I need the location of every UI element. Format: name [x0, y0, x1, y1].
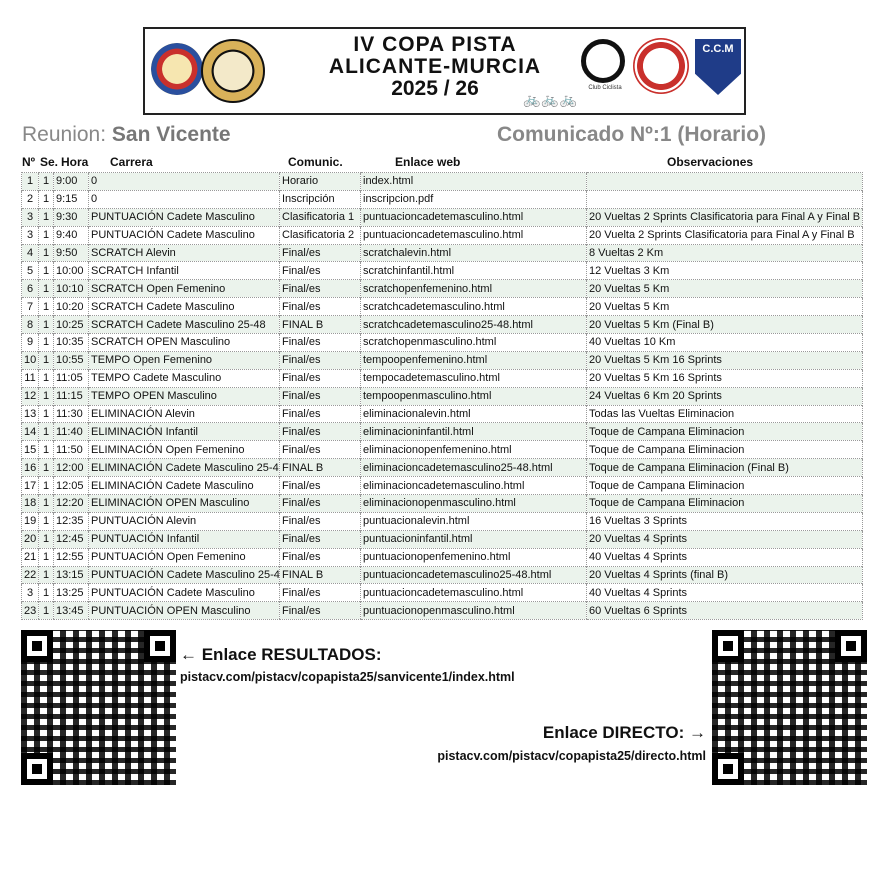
table-row [22, 459, 863, 477]
row-comunicado: Final/es [280, 351, 361, 369]
row-link[interactable]: eliminacioncadetemasculino25-48.html [361, 459, 587, 477]
row-session: 1 [39, 280, 54, 298]
table-row [22, 226, 863, 244]
header-banner [143, 27, 746, 115]
row-link[interactable]: puntuacionalevin.html [361, 512, 587, 530]
row-observaciones [587, 173, 863, 191]
row-link[interactable]: scratchcadetemasculino25-48.html [361, 316, 587, 334]
row-link[interactable]: scratchopenmasculino.html [361, 334, 587, 352]
row-session: 1 [39, 548, 54, 566]
row-session: 1 [39, 351, 54, 369]
club-seal-logo [201, 39, 265, 103]
title-line-1: IV COPA PISTA [353, 33, 517, 56]
row-race: SCRATCH Open Femenino [89, 280, 280, 298]
row-race: SCRATCH Infantil [89, 262, 280, 280]
row-number: 16 [22, 459, 39, 477]
table-row [22, 208, 863, 226]
row-number: 13 [22, 405, 39, 423]
row-number: 12 [22, 387, 39, 405]
row-comunicado: Final/es [280, 477, 361, 495]
row-observaciones: 20 Vueltas 5 Km 16 Sprints [587, 369, 863, 387]
row-number: 2 [22, 190, 39, 208]
row-observaciones: Toque de Campana Eliminacion [587, 441, 863, 459]
row-observaciones: 20 Vueltas 5 Km [587, 280, 863, 298]
row-race: PUNTUACIÓN Open Femenino [89, 548, 280, 566]
row-link[interactable]: tempoopenfemenino.html [361, 351, 587, 369]
row-race: TEMPO Cadete Masculino [89, 369, 280, 387]
row-session: 1 [39, 441, 54, 459]
row-time: 11:30 [54, 405, 89, 423]
row-race: 0 [89, 173, 280, 191]
table-row [22, 423, 863, 441]
row-session: 1 [39, 208, 54, 226]
row-observaciones: 20 Vueltas 5 Km 16 Sprints [587, 351, 863, 369]
row-comunicado: Inscripción [280, 190, 361, 208]
col-header-se: Se. [40, 155, 59, 169]
row-session: 1 [39, 495, 54, 513]
table-row [22, 530, 863, 548]
row-time: 9:50 [54, 244, 89, 262]
row-session: 1 [39, 190, 54, 208]
row-observaciones: 20 Vueltas 4 Sprints [587, 530, 863, 548]
row-race: SCRATCH Alevin [89, 244, 280, 262]
row-race: TEMPO Open Femenino [89, 351, 280, 369]
row-comunicado: Clasificatoria 1 [280, 208, 361, 226]
row-number: 5 [22, 262, 39, 280]
table-row [22, 405, 863, 423]
row-number: 3 [22, 208, 39, 226]
row-race: PUNTUACIÓN Cadete Masculino [89, 584, 280, 602]
row-number: 21 [22, 548, 39, 566]
row-time: 13:25 [54, 584, 89, 602]
row-observaciones: 8 Vueltas 2 Km [587, 244, 863, 262]
row-link[interactable]: puntuacioncadetemasculino.html [361, 208, 587, 226]
col-header-obs: Observaciones [667, 155, 754, 169]
table-row [22, 173, 863, 191]
row-comunicado: Final/es [280, 334, 361, 352]
row-observaciones: 60 Vueltas 6 Sprints [587, 602, 863, 620]
row-session: 1 [39, 477, 54, 495]
row-observaciones: Toque de Campana Eliminacion [587, 477, 863, 495]
row-link[interactable]: scratchinfantil.html [361, 262, 587, 280]
row-link[interactable]: inscripcion.pdf [361, 190, 587, 208]
reunion-heading [22, 123, 231, 147]
table-row [22, 495, 863, 513]
table-row [22, 602, 863, 620]
row-link[interactable]: puntuacionopenfemenino.html [361, 548, 587, 566]
qr-finder [835, 630, 867, 662]
row-time: 10:10 [54, 280, 89, 298]
row-race: SCRATCH OPEN Masculino [89, 334, 280, 352]
resultados-label: ← Enlace RESULTADOS: [180, 645, 382, 664]
row-session: 1 [39, 369, 54, 387]
table-row [22, 477, 863, 495]
row-link[interactable]: scratchcadetemasculino.html [361, 298, 587, 316]
row-race: ELIMINACIÓN Infantil [89, 423, 280, 441]
table-row [22, 441, 863, 459]
row-observaciones: Toque de Campana Eliminacion (Final B) [587, 459, 863, 477]
table-row [22, 566, 863, 584]
row-link[interactable]: eliminacioncadetemasculino.html [361, 477, 587, 495]
qr-finder [21, 630, 53, 662]
federation-logo [151, 43, 203, 95]
bicycles-icon: 🚲🚲🚲 [523, 91, 579, 107]
row-number: 20 [22, 530, 39, 548]
row-session: 1 [39, 405, 54, 423]
row-comunicado: Final/es [280, 387, 361, 405]
row-time: 12:00 [54, 459, 89, 477]
table-row [22, 280, 863, 298]
row-link[interactable]: puntuacioncadetemasculino25-48.html [361, 566, 587, 584]
row-time: 10:25 [54, 316, 89, 334]
row-comunicado: FINAL B [280, 316, 361, 334]
club-bicycle-logo [633, 38, 689, 94]
row-session: 1 [39, 602, 54, 620]
row-observaciones: 20 Vueltas 5 Km [587, 298, 863, 316]
reunion-value: San Vicente [111, 123, 231, 146]
row-observaciones [587, 190, 863, 208]
row-session: 1 [39, 423, 54, 441]
row-observaciones: 40 Vueltas 10 Km [587, 334, 863, 352]
row-comunicado: Horario [280, 173, 361, 191]
row-observaciones: 40 Vueltas 4 Sprints [587, 584, 863, 602]
table-row [22, 512, 863, 530]
row-time: 12:45 [54, 530, 89, 548]
directo-link[interactable]: pistacv.com/pistacv/copapista25/directo.html [437, 749, 706, 763]
row-link[interactable]: scratchopenfemenino.html [361, 280, 587, 298]
row-number: 17 [22, 477, 39, 495]
row-time: 12:05 [54, 477, 89, 495]
row-comunicado: Final/es [280, 441, 361, 459]
row-race: TEMPO OPEN Masculino [89, 387, 280, 405]
row-comunicado: Final/es [280, 602, 361, 620]
row-observaciones: 20 Vueltas 2 Sprints Clasificatoria para Final A y Final B [587, 208, 863, 226]
title-line-3: 2025 / 26 [391, 77, 479, 100]
resultados-link[interactable]: pistacv.com/pistacv/copapista25/sanvicente1/index.html [180, 670, 515, 684]
row-time: 9:15 [54, 190, 89, 208]
qr-finder [144, 630, 176, 662]
col-header-hora: Hora [61, 155, 89, 169]
row-number: 15 [22, 441, 39, 459]
row-time: 10:00 [54, 262, 89, 280]
row-observaciones: Toque de Campana Eliminacion [587, 423, 863, 441]
ccm-logo-text: C.C.M [702, 43, 734, 55]
row-comunicado: FINAL B [280, 459, 361, 477]
row-observaciones: 40 Vueltas 4 Sprints [587, 548, 863, 566]
row-observaciones: 20 Vueltas 5 Km (Final B) [587, 316, 863, 334]
club-ciclista-logo [581, 39, 625, 83]
row-time: 11:15 [54, 387, 89, 405]
row-comunicado: Final/es [280, 423, 361, 441]
table-row [22, 190, 863, 208]
comunicado-heading: Comunicado Nº:1 (Horario) [497, 123, 767, 146]
qr-finder [21, 753, 53, 785]
row-observaciones: 20 Vuelta 2 Sprints Clasificatoria para Final A y Final B [587, 226, 863, 244]
row-link[interactable]: puntuacioninfantil.html [361, 530, 587, 548]
row-number: 7 [22, 298, 39, 316]
row-race: SCRATCH Cadete Masculino [89, 298, 280, 316]
row-race: PUNTUACIÓN Alevin [89, 512, 280, 530]
row-race: PUNTUACIÓN Cadete Masculino [89, 208, 280, 226]
row-link[interactable]: index.html [361, 173, 587, 191]
row-time: 12:55 [54, 548, 89, 566]
row-race: PUNTUACIÓN Cadete Masculino [89, 226, 280, 244]
title-line-2: ALICANTE-MURCIA [328, 55, 542, 78]
row-comunicado: Final/es [280, 369, 361, 387]
row-race: PUNTUACIÓN Infantil [89, 530, 280, 548]
row-comunicado: Final/es [280, 548, 361, 566]
table-row [22, 351, 863, 369]
row-number: 1 [22, 173, 39, 191]
table-row [22, 316, 863, 334]
row-link[interactable]: tempocadetemasculino.html [361, 369, 587, 387]
row-observaciones: 20 Vueltas 4 Sprints (final B) [587, 566, 863, 584]
row-number: 23 [22, 602, 39, 620]
table-row [22, 387, 863, 405]
club-ciclista-text: Club Ciclista [588, 85, 622, 91]
row-time: 13:15 [54, 566, 89, 584]
qr-code-resultados[interactable] [21, 630, 176, 785]
row-race: ELIMINACIÓN Alevin [89, 405, 280, 423]
row-time: 9:00 [54, 173, 89, 191]
row-number: 8 [22, 316, 39, 334]
row-time: 12:20 [54, 495, 89, 513]
row-session: 1 [39, 334, 54, 352]
row-link[interactable]: puntuacionopenmasculino.html [361, 602, 587, 620]
row-observaciones: Toque de Campana Eliminacion [587, 495, 863, 513]
row-comunicado: Final/es [280, 280, 361, 298]
row-race: 0 [89, 190, 280, 208]
row-session: 1 [39, 387, 54, 405]
row-time: 9:30 [54, 208, 89, 226]
row-observaciones: 16 Vueltas 3 Sprints [587, 512, 863, 530]
row-link[interactable]: eliminacioninfantil.html [361, 423, 587, 441]
row-number: 3 [22, 584, 39, 602]
row-number: 4 [22, 244, 39, 262]
row-race: PUNTUACIÓN Cadete Masculino 25-4 [89, 566, 280, 584]
row-race: PUNTUACIÓN OPEN Masculino [89, 602, 280, 620]
row-link[interactable]: eliminacionopenfemenino.html [361, 441, 587, 459]
row-session: 1 [39, 262, 54, 280]
row-time: 10:20 [54, 298, 89, 316]
row-number: 10 [22, 351, 39, 369]
row-session: 1 [39, 530, 54, 548]
row-link[interactable]: eliminacionopenmasculino.html [361, 495, 587, 513]
row-observaciones: 12 Vueltas 3 Km [587, 262, 863, 280]
row-comunicado: Final/es [280, 584, 361, 602]
row-race: ELIMINACIÓN Open Femenino [89, 441, 280, 459]
row-session: 1 [39, 226, 54, 244]
row-number: 9 [22, 334, 39, 352]
row-observaciones: Todas las Vueltas Eliminacion [587, 405, 863, 423]
row-time: 11:50 [54, 441, 89, 459]
row-link[interactable]: puntuacioncadetemasculino.html [361, 584, 587, 602]
row-session: 1 [39, 512, 54, 530]
table-row [22, 548, 863, 566]
row-number: 18 [22, 495, 39, 513]
row-link[interactable]: eliminacionalevin.html [361, 405, 587, 423]
row-number: 3 [22, 226, 39, 244]
schedule-table [21, 172, 863, 620]
row-session: 1 [39, 298, 54, 316]
qr-finder [712, 753, 744, 785]
row-observaciones: 24 Vueltas 6 Km 20 Sprints [587, 387, 863, 405]
row-comunicado: FINAL B [280, 566, 361, 584]
row-race: ELIMINACIÓN Cadete Masculino 25-4 [89, 459, 280, 477]
row-comunicado: Final/es [280, 530, 361, 548]
row-number: 14 [22, 423, 39, 441]
qr-finder [712, 630, 744, 662]
row-time: 10:35 [54, 334, 89, 352]
row-race: ELIMINACIÓN OPEN Masculino [89, 495, 280, 513]
qr-code-directo[interactable] [712, 630, 867, 785]
row-comunicado: Final/es [280, 298, 361, 316]
col-header-enlace: Enlace web [395, 155, 461, 169]
row-comunicado: Final/es [280, 495, 361, 513]
row-session: 1 [39, 459, 54, 477]
row-time: 11:40 [54, 423, 89, 441]
row-link[interactable]: scratchalevin.html [361, 244, 587, 262]
row-time: 10:55 [54, 351, 89, 369]
table-row [22, 334, 863, 352]
col-header-comunic: Comunic. [288, 155, 343, 169]
row-session: 1 [39, 316, 54, 334]
row-number: 11 [22, 369, 39, 387]
directo-label: Enlace DIRECTO: → [542, 723, 706, 742]
row-number: 22 [22, 566, 39, 584]
row-link[interactable]: tempoopenmasculino.html [361, 387, 587, 405]
row-time: 12:35 [54, 512, 89, 530]
row-time: 11:05 [54, 369, 89, 387]
row-number: 6 [22, 280, 39, 298]
row-session: 1 [39, 584, 54, 602]
col-header-carrera: Carrera [110, 155, 153, 169]
table-row [22, 298, 863, 316]
reunion-label: Reunion: [22, 123, 107, 146]
row-session: 1 [39, 173, 54, 191]
row-time: 13:45 [54, 602, 89, 620]
table-row [22, 244, 863, 262]
col-header-num: Nº [22, 155, 36, 169]
row-comunicado: Final/es [280, 512, 361, 530]
table-row [22, 262, 863, 280]
row-comunicado: Final/es [280, 262, 361, 280]
row-session: 1 [39, 244, 54, 262]
row-comunicado: Clasificatoria 2 [280, 226, 361, 244]
row-session: 1 [39, 566, 54, 584]
row-race: ELIMINACIÓN Cadete Masculino [89, 477, 280, 495]
table-row [22, 369, 863, 387]
schedule-body [22, 173, 863, 620]
row-number: 19 [22, 512, 39, 530]
row-comunicado: Final/es [280, 244, 361, 262]
row-time: 9:40 [54, 226, 89, 244]
row-race: SCRATCH Cadete Masculino 25-48 [89, 316, 280, 334]
row-comunicado: Final/es [280, 405, 361, 423]
table-row [22, 584, 863, 602]
row-link[interactable]: puntuacioncadetemasculino.html [361, 226, 587, 244]
